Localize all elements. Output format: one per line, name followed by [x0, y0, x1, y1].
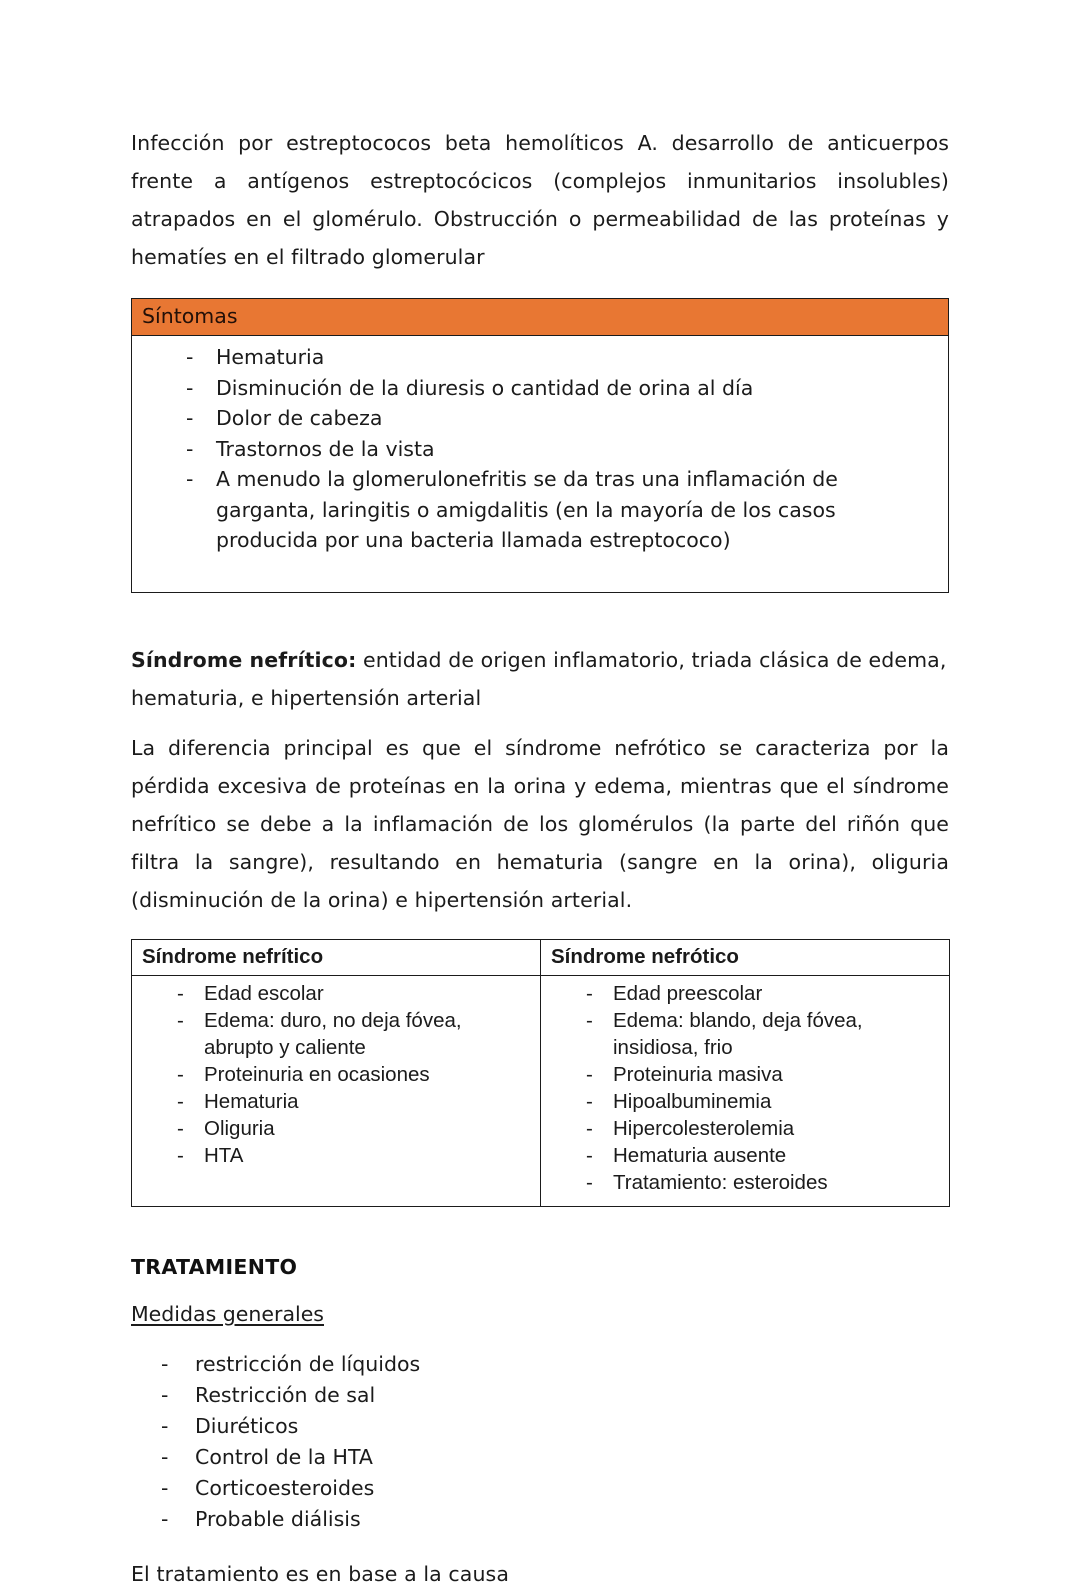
- symptoms-list: [142, 342, 938, 556]
- list-item: - Hipercolesterolemia: [541, 1115, 949, 1142]
- list-item: - Dolor de cabeza: [142, 403, 938, 434]
- list-item: - Edema: blando, deja fóvea, insidiosa, frio: [541, 1007, 949, 1061]
- list-item: - Edad escolar: [132, 980, 540, 1007]
- table-header-row: [132, 939, 950, 975]
- table-row: [132, 975, 950, 1206]
- list-item: - restricción de líquidos: [131, 1349, 949, 1380]
- symptoms-table-body: [132, 336, 948, 592]
- list-item: - Edema: duro, no deja fóvea, abrupto y caliente: [132, 1007, 540, 1061]
- list-item: - Hematuria: [132, 1088, 540, 1115]
- difference-paragraph: La diferencia principal es que el síndrome nefrótico se caracteriza por la pérdida excesiva de proteínas en la orina y edema, mientras que el síndrome nefrítico se debe a la inflamación de los glomérulos (la parte del riñón que filtra la sangre), resultando en hematuria (sangre en la orina), oliguria (disminución de la orina) e hipertensión arterial.: [131, 735, 949, 912]
- treatment-subheading: [131, 1299, 949, 1329]
- list-item: - Edad preescolar: [541, 980, 949, 1007]
- list-item: - Hematuria ausente: [541, 1142, 949, 1169]
- list-item: - HTA: [132, 1142, 540, 1169]
- list-item: - Control de la HTA: [131, 1442, 949, 1473]
- symptoms-table: [131, 298, 949, 593]
- list-item: - Hipoalbuminemia: [541, 1088, 949, 1115]
- nefrotico-list: [541, 980, 949, 1196]
- list-item: - Disminución de la diuresis o cantidad de orina al día: [142, 373, 938, 404]
- list-item: - Oliguria: [132, 1115, 540, 1142]
- list-item: - Proteinuria en ocasiones: [132, 1061, 540, 1088]
- treatment-heading: TRATAMIENTO: [131, 1254, 298, 1279]
- list-item: - Corticoesteroides: [131, 1473, 949, 1504]
- treatment-subheading-text: Medidas generales: [131, 1301, 324, 1326]
- list-item: - Proteinuria masiva: [541, 1061, 949, 1088]
- column-header-nefrotico: Síndrome nefrótico: [541, 939, 950, 975]
- list-item: - Tratamiento: esteroides: [541, 1169, 949, 1196]
- nefritico-list: [132, 980, 540, 1169]
- list-item: - Diuréticos: [131, 1411, 949, 1442]
- treatment-closing: El tratamiento es en base a la causa: [131, 1561, 509, 1586]
- nephritic-term: Síndrome nefrítico:: [131, 647, 357, 672]
- treatment-list: [131, 1349, 949, 1535]
- comparison-table: [131, 939, 950, 1207]
- cell-nefritico: [132, 975, 541, 1206]
- column-header-nefritico: Síndrome nefrítico: [132, 939, 541, 975]
- list-item: - A menudo la glomerulonefritis se da tras una inflamación de garganta, laringitis o amigdalitis (en la mayoría de los casos producida por una bacteria llamada estreptococo): [142, 464, 938, 556]
- list-item: - Probable diálisis: [131, 1504, 949, 1535]
- symptoms-table-header: Síntomas: [132, 299, 948, 336]
- nephritic-definition: [131, 641, 949, 717]
- list-item: - Hematuria: [142, 342, 938, 373]
- list-item: - Restricción de sal: [131, 1380, 949, 1411]
- cell-nefrotico: [541, 975, 950, 1206]
- intro-paragraph: Infección por estreptococos beta hemolíticos A. desarrollo de anticuerpos frente a antígenos estreptocócicos (complejos inmunitarios insolubles) atrapados en el glomérulo. Obstrucción o permeabilidad de las proteínas y hematíes en el filtrado glomerular: [131, 131, 949, 269]
- nephritic-description: entidad de origen inflamatorio, triada clásica de edema, hematuria, e hipertensión arterial: [131, 647, 947, 710]
- document-content: [131, 0, 949, 1593]
- list-item: - Trastornos de la vista: [142, 434, 938, 465]
